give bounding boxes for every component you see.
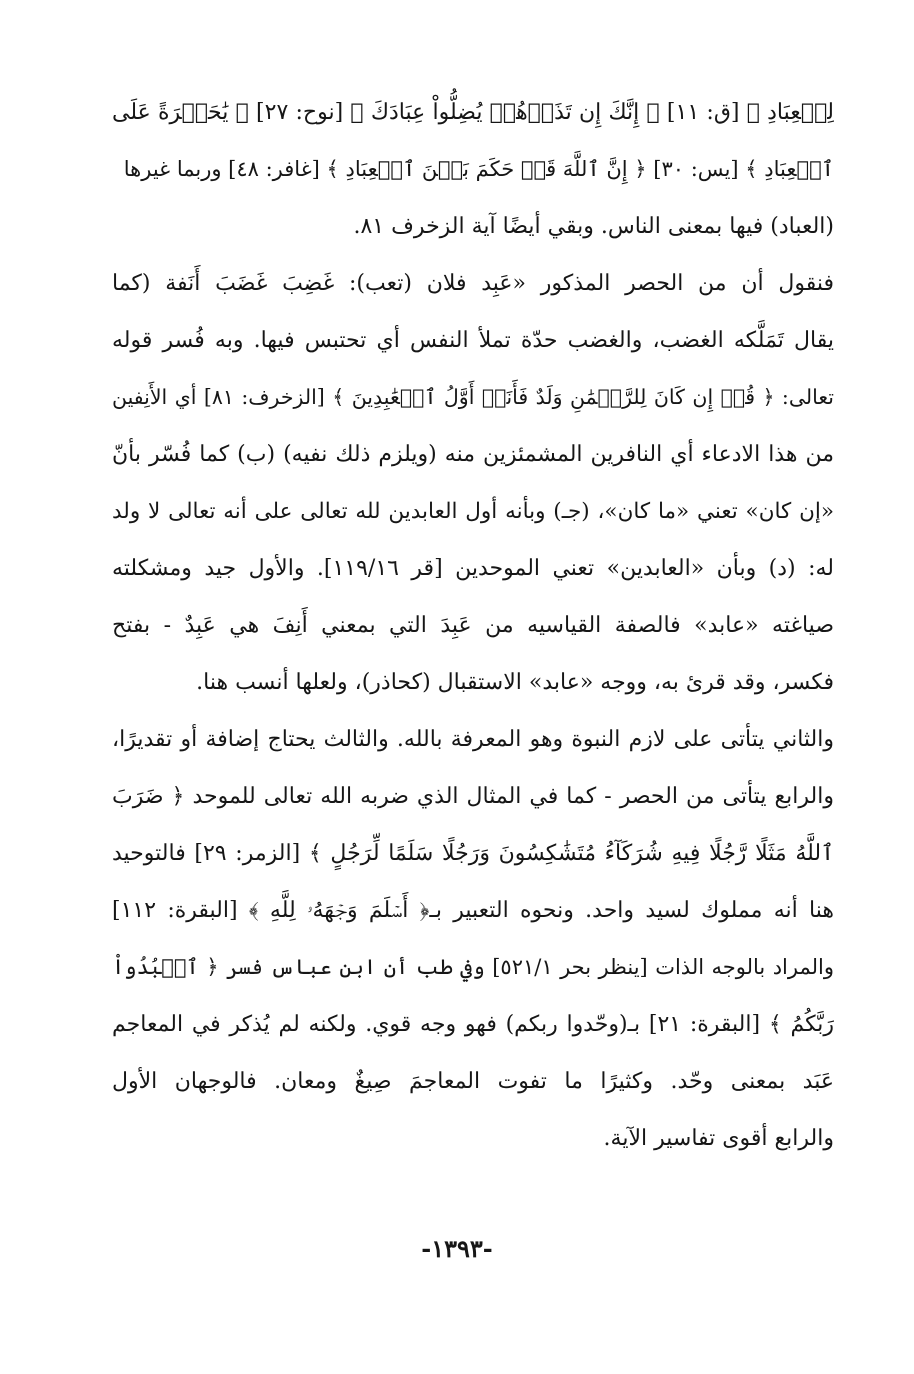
text-line: «إن كان» تعني «ما كان»، (جـ) وبأنه أول العابدين لله تعالى على أنه تعالى لا ولد [112, 499, 834, 524]
text-line: ٱللَّهُ مَثَلًا رَّجُلًا فِيهِ شُرَكَآءُ مُتَشَٰكِسُونَ وَرَجُلًا سَلَمًا لِّرَجُلٍ ﴾ [الزمر: ٢٩] فالتوحيد [112, 841, 834, 866]
text-line: رَبَّكُمُ ﴾ [البقرة: ٢١] بـ(وحّدوا ربكم) فهو وجه قوي. ولكنه لم يُذكر في المعاجم [112, 1012, 834, 1037]
text-line: ٱلۡعِبَادِ ﴾ [يس: ٣٠] ﴿ إِنَّ ٱللَّهَ قَدۡ حَكَمَ بَيۡنَ ٱلۡعِبَادِ ﴾ [غافر: ٤٨] وربما غيرها [123, 157, 834, 181]
text-line: والرابع أقوى تفاسير الآية. [603, 1126, 834, 1151]
text-line: من هذا الادعاء أي النافرين المشمئزين منه (ويلزم ذلك نفيه) (ب) كما فُسّر بأنّ [112, 442, 834, 467]
text-line: صياغته «عابد» فالصفة القياسيه من عَبِدَ التي بمعني أَنِفَ هي عَبِدٌ - بفتح [112, 613, 834, 638]
text-line: (العباد) فيها بمعنى الناس. وبقي أيضًا آية الزخرف ٨١. [353, 214, 834, 239]
text-line: له: (د) وبأن «العابدين» تعني الموحدين [قر ١١٩/١٦]. والأول جيد ومشكلته [112, 556, 834, 581]
text-line: والرابع يتأتى من الحصر - كما في المثال الذي ضربه الله تعالى للموحد ﴿ ضَرَبَ [112, 784, 834, 809]
page-number: -١٣٩٣- [421, 1234, 493, 1263]
text-line: فكسر، وقد قرئ به، ووجه «عابد» الاستقبال (كحاذر)، ولعلها أنسب هنا. [196, 670, 834, 695]
body-text [112, 84, 834, 1167]
text-line: عَبَد بمعنى وحّد. وكثيرًا ما تفوت المعاجمَ صِيغٌ ومعان. فالوجهان الأول [112, 1069, 834, 1094]
text-line: يقال تَمَلَّكه الغضب، والغضب حدّة تملأ النفس أي تحتبس فيها. وبه فُسر قوله [112, 328, 834, 353]
text-line: تعالى: ﴿ قُلۡ إِن كَانَ لِلرَّحۡمَٰنِ وَلَدٌ فَأَنَا۠ أَوَّلُ ٱلۡعَٰبِدِينَ ﴾ [الزخرف: ٨١] أي الأَنِفين [112, 385, 834, 409]
text-line: هنا أنه مملوك لسيد واحد. ونحوه التعبير بـ﴿ أَسۡلَمَ وَجۡهَهُۥ لِلَّهِ ﴾ [البقرة: ١١٢] [112, 898, 834, 923]
text-line: والثاني يتأتى على لازم النبوة وهو المعرفة بالله. والثالث يحتاج إضافة أو تقديرًا، [112, 727, 834, 752]
text-line: لِلۡعِبَادِ ﴾ [ق: ١١] ﴿ إِنَّكَ إِن تَذَرۡهُمۡ يُضِلُّواْ عِبَادَكَ ﴾ [نوح: ٢٧] ﴿ يَٰحَسۡرَةً عَلَى [112, 100, 834, 125]
text-line: فنقول أن من الحصر المذكور «عَبِد فلان (تعب): غَضِبَ غَضَبَ أَنَفة (كما [112, 271, 834, 296]
text-line: والمراد بالوجه الذات [ينظر بحر ٥٢١/١] وفي طب أن ابن عباس فسر ﴿ ٱعۡبُدُواْ [112, 955, 834, 979]
